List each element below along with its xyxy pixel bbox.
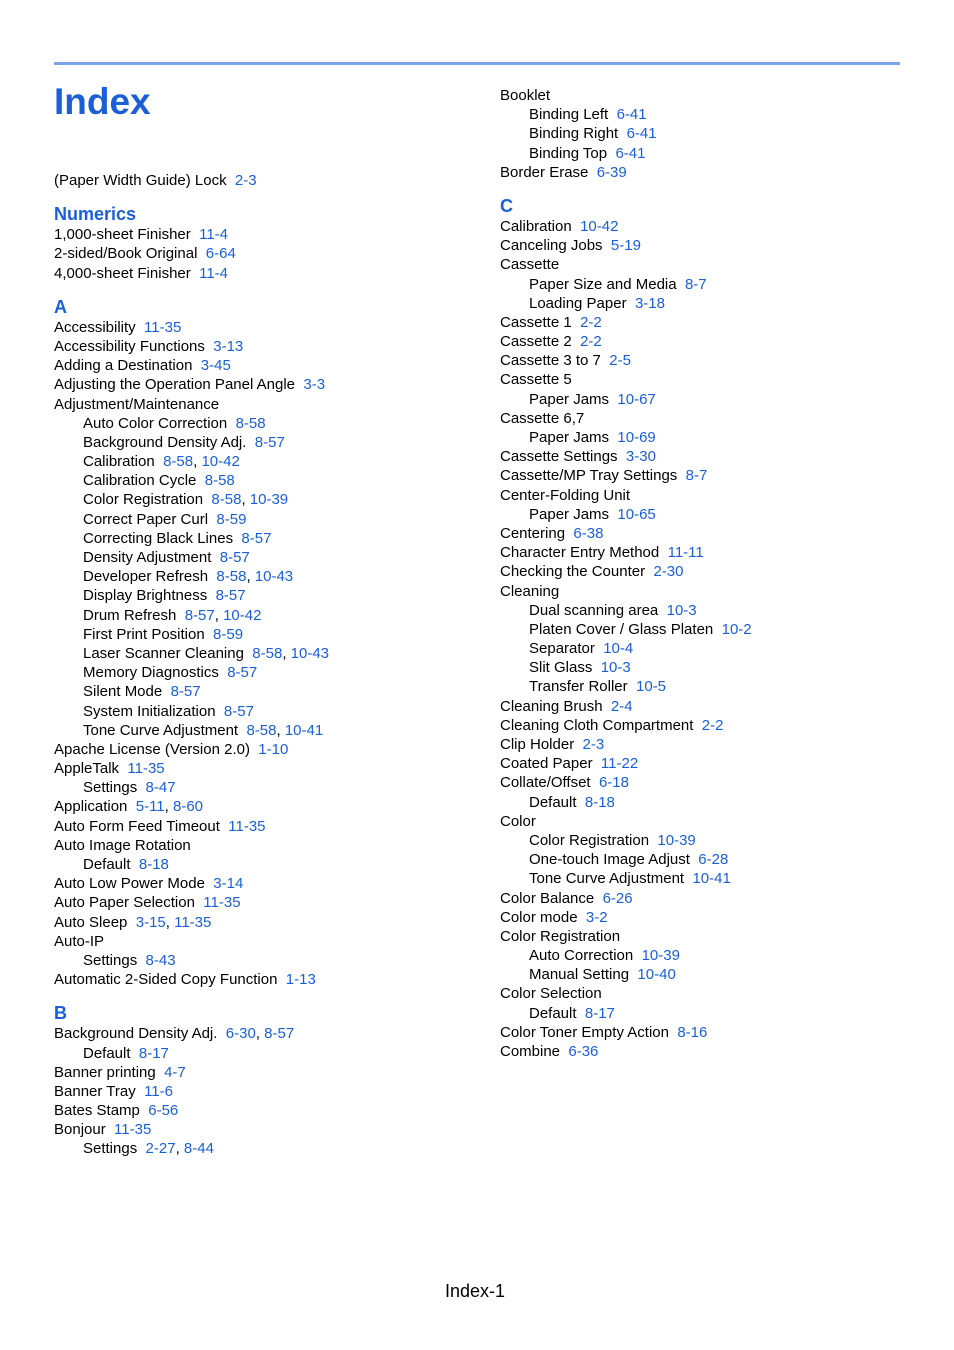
index-entry-label: (Paper Width Guide) Lock <box>54 172 227 189</box>
page-reference-link[interactable]: 10-3 <box>600 659 631 677</box>
index-entry-label: Auto Form Feed Timeout <box>54 817 220 835</box>
index-entry <box>500 447 920 466</box>
index-entry <box>500 236 920 255</box>
page-reference-link[interactable]: 10-39 <box>641 947 680 965</box>
index-entry <box>54 375 474 394</box>
index-entry <box>54 356 474 375</box>
index-entry-label: Cassette 1 <box>500 313 572 331</box>
index-entry-label: Canceling Jobs <box>500 237 603 255</box>
index-entry-label: Automatic 2-Sided Copy Function <box>54 971 278 989</box>
page-reference-link[interactable]: 5-19 <box>610 237 641 255</box>
page-reference-link[interactable]: 8-59 <box>216 510 247 528</box>
index-entry-label: Tone Curve Adjustment <box>83 721 239 739</box>
index-entry <box>54 1101 474 1120</box>
index-entry-label: Tone Curve Adjustment <box>529 870 685 888</box>
page-reference-link[interactable]: 2-3 <box>234 172 257 189</box>
page-reference-link[interactable]: 8-43 <box>145 951 176 969</box>
index-section-heading: Numerics <box>54 204 137 225</box>
index-entry-label: Developer Refresh <box>83 568 209 586</box>
index-subentry <box>500 144 920 163</box>
page-reference-link[interactable]: 10-2 <box>721 620 752 638</box>
page-reference-link[interactable]: 11-22 <box>600 755 639 773</box>
index-entry-label: One-touch Image Adjust <box>529 851 690 869</box>
page-reference-link[interactable]: 2-30 <box>653 563 684 581</box>
index-subentry <box>500 275 920 294</box>
page-reference-link[interactable]: 11-35 <box>203 894 241 912</box>
index-entry <box>500 735 920 754</box>
index-section-heading: A <box>54 296 67 317</box>
index-entry-label: Default <box>83 1044 131 1062</box>
page-number: Index-1 <box>445 1281 506 1301</box>
index-entry <box>54 836 474 855</box>
index-entry <box>500 255 920 274</box>
page-reference-link[interactable]: 3-2 <box>585 908 608 926</box>
page-reference-link[interactable]: 6-41 <box>615 144 646 162</box>
page-reference-link[interactable]: 3-18 <box>634 294 665 312</box>
page-reference-link[interactable]: 2-5 <box>609 352 631 370</box>
page-reference-link[interactable]: 8-17 <box>584 1004 615 1022</box>
index-entry-label: Default <box>529 1004 577 1022</box>
index-subentry <box>54 663 474 682</box>
index-entry-label: First Print Position <box>83 625 205 643</box>
index-entry-label: Booklet <box>500 87 551 104</box>
index-subentry <box>54 702 474 721</box>
index-entry-label: Accessibility <box>54 318 136 336</box>
index-entry-label: Auto Low Power Mode <box>54 875 205 893</box>
index-entry-label: Correct Paper Curl <box>83 510 209 528</box>
page-reference-link[interactable]: 8-58 <box>211 491 242 509</box>
page-reference-link[interactable]: 3-3 <box>303 376 326 394</box>
index-subentry <box>54 548 474 567</box>
index-entry <box>54 932 474 951</box>
page-reference-link[interactable]: 8-7 <box>685 467 708 485</box>
page-reference-link[interactable]: 8-58 <box>216 568 247 586</box>
index-entry-label: Calibration Cycle <box>83 472 197 490</box>
index-subentry <box>500 677 920 696</box>
page-reference-link[interactable]: 11-35 <box>144 318 182 336</box>
page-reference-link[interactable]: 6-38 <box>573 524 604 542</box>
index-column-left <box>54 171 474 1159</box>
index-subentry <box>54 625 474 644</box>
index-entry-label: Settings <box>83 779 138 797</box>
page-reference-link[interactable]: 8-57 <box>170 683 201 701</box>
page-reference-link[interactable]: 8-58 <box>235 414 266 432</box>
page-reference-link[interactable]: 11-35 <box>127 760 165 778</box>
page-reference-link[interactable]: 8-57 <box>223 702 254 720</box>
index-entry <box>54 1063 474 1082</box>
index-entry-label: Cleaning <box>500 582 560 600</box>
index-entry <box>54 171 474 190</box>
page-reference-link[interactable]: 8-58 <box>204 472 235 490</box>
index-entry-label: Bonjour <box>54 1121 106 1139</box>
page-reference-link[interactable]: 6-30 <box>225 1025 256 1043</box>
page-title: Index <box>54 81 151 122</box>
index-subentry <box>500 601 920 620</box>
index-entry-label: Cleaning Brush <box>500 697 603 715</box>
index-section-heading: B <box>54 1003 67 1024</box>
page-reference-link[interactable]: 11-35 <box>228 817 266 835</box>
index-entry-label: Paper Jams <box>529 429 610 446</box>
index-entry-label: Platen Cover / Glass Platen <box>529 620 714 638</box>
page-reference-link[interactable]: 10-67 <box>617 390 656 408</box>
index-entry-label: Cassette 2 <box>500 333 572 351</box>
index-entry-label: Auto Correction <box>529 947 634 965</box>
page-reference-link[interactable]: 10-42 <box>580 217 619 235</box>
index-entry-label: System Initialization <box>83 702 216 720</box>
index-entry-label: Banner printing <box>54 1063 156 1081</box>
index-entry-label: 2-sided/Book Original <box>54 245 198 263</box>
index-entry-label: Centering <box>500 524 566 542</box>
index-subentry <box>500 294 920 313</box>
page-reference-link[interactable]: 6-18 <box>598 774 629 792</box>
index-entry <box>54 817 474 836</box>
index-entry-label: Auto-IP <box>54 932 105 950</box>
index-entry-label: Calibration <box>83 453 155 471</box>
page-reference-link[interactable]: 8-57 <box>215 587 246 605</box>
index-entry-label: Cassette Settings <box>500 448 618 466</box>
index-entry <box>500 716 920 735</box>
index-entry-label: AppleTalk <box>54 760 120 778</box>
page-reference-link[interactable]: 8-57 <box>219 549 250 566</box>
page-reference-link[interactable]: 6-56 <box>148 1102 179 1120</box>
index-entry-label: Adjusting the Operation Panel Angle <box>54 376 296 394</box>
index-entry-label: Adjustment/Maintenance <box>54 395 220 413</box>
index-subentry <box>500 658 920 677</box>
page-reference-link[interactable]: 10-41 <box>284 721 324 739</box>
page-reference-link[interactable]: 3-13 <box>213 337 244 355</box>
index-entry <box>54 1082 474 1101</box>
index-entry-label: Center-Folding Unit <box>500 486 631 504</box>
index-subentry <box>54 778 474 797</box>
index-entry <box>500 582 920 601</box>
index-entry <box>500 466 920 485</box>
page-reference-link[interactable]: 8-44 <box>183 1140 214 1158</box>
page-reference-link[interactable]: 4-7 <box>164 1063 186 1081</box>
index-subentry <box>500 946 920 965</box>
page-reference-link[interactable]: 2-4 <box>610 697 633 715</box>
page-reference-link[interactable]: 11-4 <box>199 226 229 244</box>
index-subentry <box>54 414 474 433</box>
index-entry <box>54 225 474 244</box>
index-column-right <box>500 86 920 1061</box>
page-reference-link[interactable]: 8-17 <box>138 1044 169 1062</box>
page-reference-link[interactable]: 1-13 <box>285 971 316 989</box>
index-entry-label: Paper Jams <box>529 390 610 408</box>
page-reference-link[interactable]: 11-35 <box>174 913 212 931</box>
index-entry <box>500 524 920 543</box>
page-reference-link[interactable]: 8-18 <box>584 793 615 811</box>
index-subentry <box>54 510 474 529</box>
page-reference-link[interactable]: 8-57 <box>184 606 215 624</box>
page-reference-link[interactable]: 8-47 <box>145 779 176 797</box>
page-reference-link[interactable]: 2-3 <box>582 736 605 753</box>
index-subentry <box>500 390 920 409</box>
page-reference-link[interactable]: 2-2 <box>701 716 724 734</box>
index-subentry <box>500 793 920 812</box>
index-subentry <box>500 850 920 869</box>
index-entry <box>500 332 920 351</box>
index-entry-label: Paper Jams <box>529 505 610 523</box>
index-entry-label: Laser Scanner Cleaning <box>83 644 244 662</box>
index-subentry <box>500 965 920 984</box>
index-entry-label: Auto Color Correction <box>83 414 228 432</box>
index-entry-label: Auto Sleep <box>54 913 128 931</box>
page-reference-link[interactable]: 2-27 <box>145 1140 176 1158</box>
index-entry-label: Manual Setting <box>529 966 630 984</box>
page-reference-link[interactable]: 10-4 <box>603 640 634 658</box>
index-entry <box>500 927 920 946</box>
index-entry-label: Character Entry Method <box>500 544 660 562</box>
index-entry <box>500 217 920 236</box>
page-reference-link[interactable]: 8-18 <box>138 856 169 873</box>
page-reference-link[interactable]: 8-16 <box>677 1023 708 1041</box>
index-entry <box>54 874 474 893</box>
index-entry-label: Default <box>83 856 131 873</box>
index-entry-label: Memory Diagnostics <box>83 664 219 682</box>
index-entry <box>500 313 920 332</box>
index-entry-label: Color <box>500 812 536 830</box>
index-entry-label: Binding Left <box>529 106 609 124</box>
index-entry-label: Cassette 3 to 7 <box>500 352 601 370</box>
index-entry <box>500 486 920 505</box>
index-entry-label: Checking the Counter <box>500 563 646 581</box>
index-entry-label: Color Registration <box>83 491 204 509</box>
page-reference-link[interactable]: 10-42 <box>201 453 240 471</box>
page-reference-link[interactable]: 10-41 <box>692 870 731 888</box>
page-reference-link[interactable]: 3-14 <box>213 875 244 893</box>
page-reference-link[interactable]: 10-43 <box>254 568 294 586</box>
index-subentry: Settings 2-27, 8-44 <box>83 1140 214 1158</box>
page-reference-link[interactable]: 8-59 <box>213 625 244 643</box>
index-entry-label: Bates Stamp <box>54 1102 140 1120</box>
page-reference-link[interactable]: 8-58 <box>246 721 277 739</box>
index-entry-label: Color mode <box>500 908 578 926</box>
page-reference-link[interactable]: 11-11 <box>667 544 704 562</box>
index-entry <box>54 395 474 414</box>
page-reference-link[interactable]: 10-42 <box>223 606 262 624</box>
index-entry <box>54 264 474 283</box>
index-entry <box>500 889 920 908</box>
index-subentry: Drum Refresh 8-57, 10-42 <box>83 606 262 624</box>
page-reference-link[interactable]: 8-60 <box>173 798 204 816</box>
index-subentry <box>500 124 920 143</box>
index-entry <box>54 893 474 912</box>
index-subentry <box>54 1044 474 1063</box>
index-subentry <box>54 951 474 970</box>
page-reference-link[interactable]: 3-30 <box>625 448 656 466</box>
index-entry-label: Coated Paper <box>500 755 593 773</box>
index-entry-label: Application <box>54 798 128 816</box>
page-reference-link[interactable]: 6-28 <box>698 851 729 869</box>
index-entry <box>500 773 920 792</box>
page-reference-link[interactable]: 8-58 <box>163 453 194 471</box>
page-reference-link[interactable]: 10-65 <box>617 505 656 523</box>
index-entry-label: Paper Size and Media <box>529 275 677 293</box>
page-reference-link[interactable]: 8-7 <box>684 275 707 293</box>
index-entry-label: Auto Paper Selection <box>54 894 195 912</box>
page-reference-link[interactable]: 10-39 <box>249 491 289 509</box>
index-entry <box>500 697 920 716</box>
index-entry-label: Banner Tray <box>54 1082 136 1100</box>
index-entry <box>54 759 474 778</box>
index-entry: Auto Sleep 3-15, 11-35 <box>54 913 212 931</box>
page-reference-link[interactable]: 6-41 <box>616 106 647 124</box>
page-reference-link[interactable]: 2-2 <box>580 333 602 351</box>
index-entry-label: Color Registration <box>529 831 650 849</box>
page-reference-link[interactable]: 10-40 <box>637 966 676 984</box>
index-subentry: Calibration 8-58, 10-42 <box>83 453 240 471</box>
index-subentry <box>500 105 920 124</box>
index-entry <box>54 740 474 759</box>
index-entry-label: Separator <box>529 640 595 658</box>
page-reference-link[interactable]: 11-4 <box>199 264 229 282</box>
index-entry-label: Cassette 5 <box>500 371 572 389</box>
index-entry <box>500 163 920 182</box>
index-subentry <box>500 505 920 524</box>
index-entry-label: Display Brightness <box>83 587 208 605</box>
index-entry-label: Color Balance <box>500 889 595 907</box>
page-reference-link[interactable]: 6-64 <box>205 245 236 263</box>
index-entry <box>500 409 920 428</box>
index-subentry <box>54 433 474 452</box>
index-entry-label: Accessibility Functions <box>54 337 205 355</box>
page-reference-link[interactable]: 3-15 <box>135 913 166 931</box>
index-entry-label: Apache License (Version 2.0) <box>54 740 250 758</box>
index-entry-label: Binding Top <box>529 144 608 162</box>
index-entry <box>500 562 920 581</box>
index-subentry <box>54 529 474 548</box>
index-entry <box>500 908 920 927</box>
index-entry-label: Combine <box>500 1043 561 1060</box>
index-entry <box>54 318 474 337</box>
index-entry-label: Settings <box>83 951 138 969</box>
index-entry-label: Background Density Adj. <box>54 1025 218 1043</box>
index-subentry <box>500 428 920 447</box>
page-reference-link[interactable]: 1-10 <box>258 740 289 758</box>
index-entry-label: Cassette/MP Tray Settings <box>500 467 678 485</box>
index-entry <box>500 1023 920 1042</box>
index-entry-label: Transfer Roller <box>529 678 628 696</box>
index-entry <box>54 244 474 263</box>
index-entry-label: Adding a Destination <box>54 357 193 375</box>
page-reference-link[interactable]: 8-57 <box>254 433 285 451</box>
index-entry-label: Calibration <box>500 217 572 235</box>
page-reference-link[interactable]: 8-57 <box>227 664 258 682</box>
top-rule <box>54 62 900 65</box>
page-reference-link[interactable]: 11-35 <box>114 1121 152 1139</box>
index-entry-label: Density Adjustment <box>83 549 212 566</box>
index-entry-label: Default <box>529 793 577 811</box>
index-section-heading: C <box>500 195 513 216</box>
index-entry-label: Drum Refresh <box>83 606 177 624</box>
index-entry <box>54 1120 474 1139</box>
index-entry-label: Collate/Offset <box>500 774 591 792</box>
index-subentry <box>500 639 920 658</box>
index-entry <box>500 351 920 370</box>
index-subentry <box>54 586 474 605</box>
index-entry-label: 4,000-sheet Finisher <box>54 264 191 282</box>
index-entry-label: Background Density Adj. <box>83 433 247 451</box>
index-entry <box>500 984 920 1003</box>
index-entry-label: Cassette <box>500 256 560 274</box>
index-entry-label: Correcting Black Lines <box>83 529 234 547</box>
index-entry <box>500 543 920 562</box>
index-entry <box>500 370 920 389</box>
page-reference-link[interactable]: 6-39 <box>596 163 627 181</box>
index-entry <box>500 86 920 105</box>
page-reference-link[interactable]: 5-11 <box>135 798 165 816</box>
page-reference-link[interactable]: 10-43 <box>290 644 330 662</box>
index-entry-label: Silent Mode <box>83 683 163 701</box>
page-reference-link[interactable]: 11-6 <box>144 1082 173 1100</box>
index-subentry <box>500 1004 920 1023</box>
index-entry-label: Color Toner Empty Action <box>500 1023 669 1041</box>
index-entry-label: 1,000-sheet Finisher <box>54 226 191 244</box>
page-reference-link[interactable]: 8-57 <box>264 1025 295 1043</box>
index-subentry: Color Registration 8-58, 10-39 <box>83 491 289 509</box>
index-entry-label: Slit Glass <box>529 659 593 677</box>
index-entry <box>54 970 474 989</box>
page-reference-link[interactable]: 6-41 <box>626 125 657 143</box>
page-reference-link[interactable]: 10-69 <box>617 429 656 446</box>
index-entry <box>54 337 474 356</box>
index-subentry: Tone Curve Adjustment 8-58, 10-41 <box>83 721 324 739</box>
index-entry-label: Color Selection <box>500 985 602 1003</box>
index-entry-label: Color Registration <box>500 927 621 945</box>
index-subentry <box>54 471 474 490</box>
page-reference-link[interactable]: 8-58 <box>252 644 283 662</box>
index-subentry <box>500 620 920 639</box>
page-reference-link[interactable]: 10-3 <box>666 601 697 619</box>
index-entry: Background Density Adj. 6-30, 8-57 <box>54 1025 295 1043</box>
index-entry-label: Clip Holder <box>500 736 575 753</box>
index-entry <box>500 754 920 773</box>
index-entry-label: Binding Right <box>529 125 619 143</box>
page-reference-link[interactable]: 8-57 <box>241 529 272 547</box>
index-subentry <box>500 831 920 850</box>
index-entry-label: Dual scanning area <box>529 601 659 619</box>
index-entry <box>500 812 920 831</box>
index-entry-label: Border Erase <box>500 163 589 181</box>
index-entry <box>500 1042 920 1061</box>
index-entry: Application 5-11, 8-60 <box>54 798 204 816</box>
page-reference-link[interactable]: 6-26 <box>602 889 633 907</box>
page-reference-link[interactable]: 6-36 <box>568 1043 599 1060</box>
page-reference-link[interactable]: 10-39 <box>657 831 696 849</box>
index-entry-label: Auto Image Rotation <box>54 836 191 854</box>
index-entry-label: Settings <box>83 1140 138 1158</box>
index-entry-label: Loading Paper <box>529 294 627 312</box>
index-subentry: Laser Scanner Cleaning 8-58, 10-43 <box>83 644 330 662</box>
index-entry-label: Cleaning Cloth Compartment <box>500 716 694 734</box>
page-reference-link[interactable]: 10-5 <box>635 678 667 696</box>
index-subentry: Developer Refresh 8-58, 10-43 <box>83 568 294 586</box>
index-subentry <box>54 682 474 701</box>
page-reference-link[interactable]: 2-2 <box>580 313 602 331</box>
index-subentry <box>500 869 920 888</box>
page-reference-link[interactable]: 3-45 <box>200 357 231 375</box>
index-subentry <box>54 855 474 874</box>
index-entry-label: Cassette 6,7 <box>500 409 585 427</box>
